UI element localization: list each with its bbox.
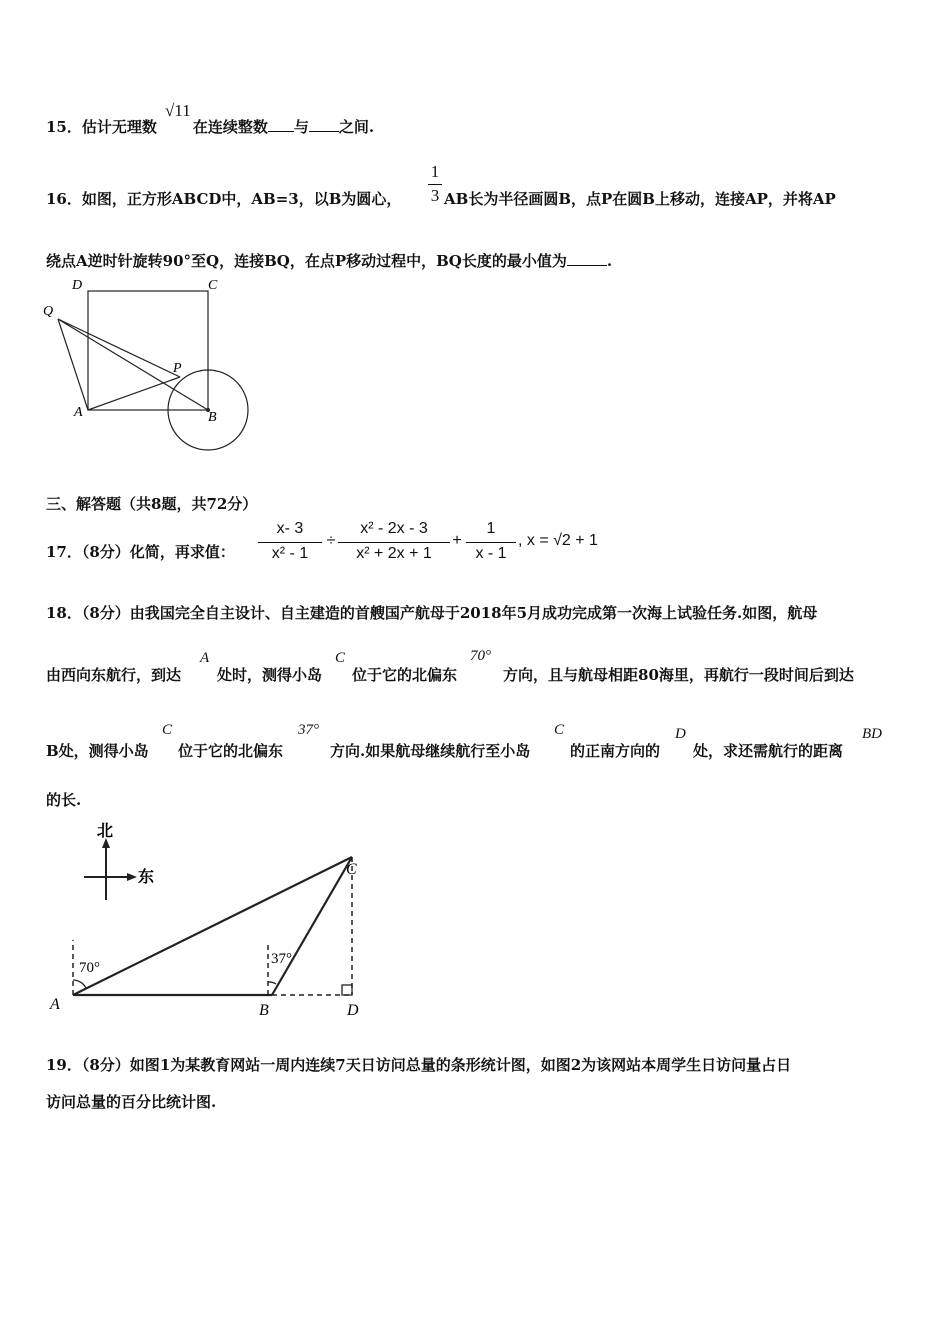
- f3-den: x - 1: [475, 545, 507, 562]
- q18-line3-a: B处，测得小岛: [46, 742, 149, 760]
- label-q: Q: [43, 304, 54, 319]
- q18-line2-c: 位于它的北偏东: [352, 666, 458, 684]
- q17-line: 17．（8分）化简，再求值：: [46, 543, 235, 561]
- q16-line2: 绕点A逆时针旋转90°至Q，连接BQ，在点P移动过程中，BQ长度的最小值为 .: [46, 252, 613, 270]
- frac-den: 3: [430, 186, 440, 205]
- f2-num: x² - 2x - 3: [360, 520, 428, 537]
- q18-line3-e: 处，求还需航行的距离: [693, 742, 844, 760]
- q16-figure: [40, 275, 260, 455]
- frac-num: 1: [430, 162, 440, 181]
- q16-line1-b: AB长为半径画圆B，点P在圆B上移动，连接AP，并将AP: [444, 190, 836, 208]
- q18-line2-b: 处时，测得小岛: [217, 666, 323, 684]
- arc-37: [268, 982, 276, 984]
- f1-bar: [258, 542, 322, 543]
- answer-blank[interactable]: [567, 251, 607, 266]
- segment-bq: [58, 319, 208, 410]
- q18-line4: 的长.: [46, 791, 82, 809]
- sym-c3: C: [554, 722, 565, 738]
- q18-line1: 18．（8分）由我国完全自主设计、自主建造的首艘国产航母于2018年5月成功完成第一次海上试验任务.如图，航母: [46, 604, 818, 622]
- label-d: D: [72, 278, 83, 293]
- label-37: 37°: [271, 951, 292, 967]
- label-b: B: [208, 410, 217, 425]
- plus-sign: +: [452, 532, 462, 549]
- sym-c2: C: [162, 722, 173, 738]
- q19-line2: 访问总量的百分比统计图.: [46, 1093, 217, 1111]
- square-abcd: [88, 291, 208, 410]
- label-a: A: [74, 405, 83, 420]
- q16-line1-a: 16．如图，正方形ABCD中，AB=3，以B为圆心，: [46, 190, 402, 208]
- sqrt-11: √11: [165, 101, 191, 120]
- f1-den: x² - 1: [271, 545, 309, 562]
- section-title: 三、解答题（共8题，共72分）: [46, 495, 258, 513]
- sym-d: D: [675, 726, 686, 742]
- label-p: P: [173, 361, 182, 376]
- q19-line1: 19．（8分）如图1为某教育网站一周内连续7天日访问总量的条形统计图，如图2为该网站本周学生日访问量占日: [46, 1056, 792, 1074]
- condition: , x = √2 + 1: [518, 532, 598, 549]
- f2-den: x² + 2x + 1: [356, 545, 432, 562]
- answer-blank[interactable]: [268, 117, 294, 132]
- sym-c: C: [335, 650, 346, 666]
- east-arrow-icon: [127, 873, 137, 881]
- f1-num: x- 3: [276, 520, 304, 537]
- right-angle-mark: [342, 985, 352, 995]
- q15-number: 15．: [46, 118, 82, 136]
- q15-line: 15．估计无理数 在连续整数 与 之间.: [46, 118, 375, 136]
- f3-num: 1: [486, 520, 496, 537]
- q18-line2-d: 方向，且与航母相距80海里，再航行一段时间后到达: [503, 666, 854, 684]
- q18-line2-a: 由西向东航行，到达: [46, 666, 182, 684]
- arc-70: [73, 980, 86, 988]
- q18-line3-c: 方向.如果航母继续航行至小岛: [330, 742, 531, 760]
- angle-70: 70°: [470, 648, 491, 664]
- q18-figure: [40, 820, 380, 1025]
- answer-blank[interactable]: [309, 117, 339, 132]
- angle-37: 37°: [298, 722, 319, 738]
- label-c2: C: [346, 861, 357, 878]
- sym-a: A: [200, 650, 210, 666]
- div-sign: ÷: [326, 532, 336, 549]
- frac-bar: [428, 184, 442, 185]
- segment-aq: [58, 319, 88, 410]
- label-d2: D: [347, 1002, 359, 1019]
- segment-pq: [58, 319, 180, 377]
- sym-bd: BD: [862, 726, 882, 742]
- f3-bar: [466, 542, 516, 543]
- segment-ap: [88, 377, 180, 410]
- label-c: C: [208, 278, 218, 293]
- label-north: 北: [97, 823, 114, 840]
- label-east: 东: [138, 869, 155, 886]
- label-a2: A: [50, 996, 60, 1013]
- q18-line3-d: 的正南方向的: [570, 742, 661, 760]
- label-b2: B: [259, 1002, 269, 1019]
- label-70: 70°: [79, 960, 100, 976]
- f2-bar: [338, 542, 450, 543]
- q18-line3-b: 位于它的北偏东: [178, 742, 284, 760]
